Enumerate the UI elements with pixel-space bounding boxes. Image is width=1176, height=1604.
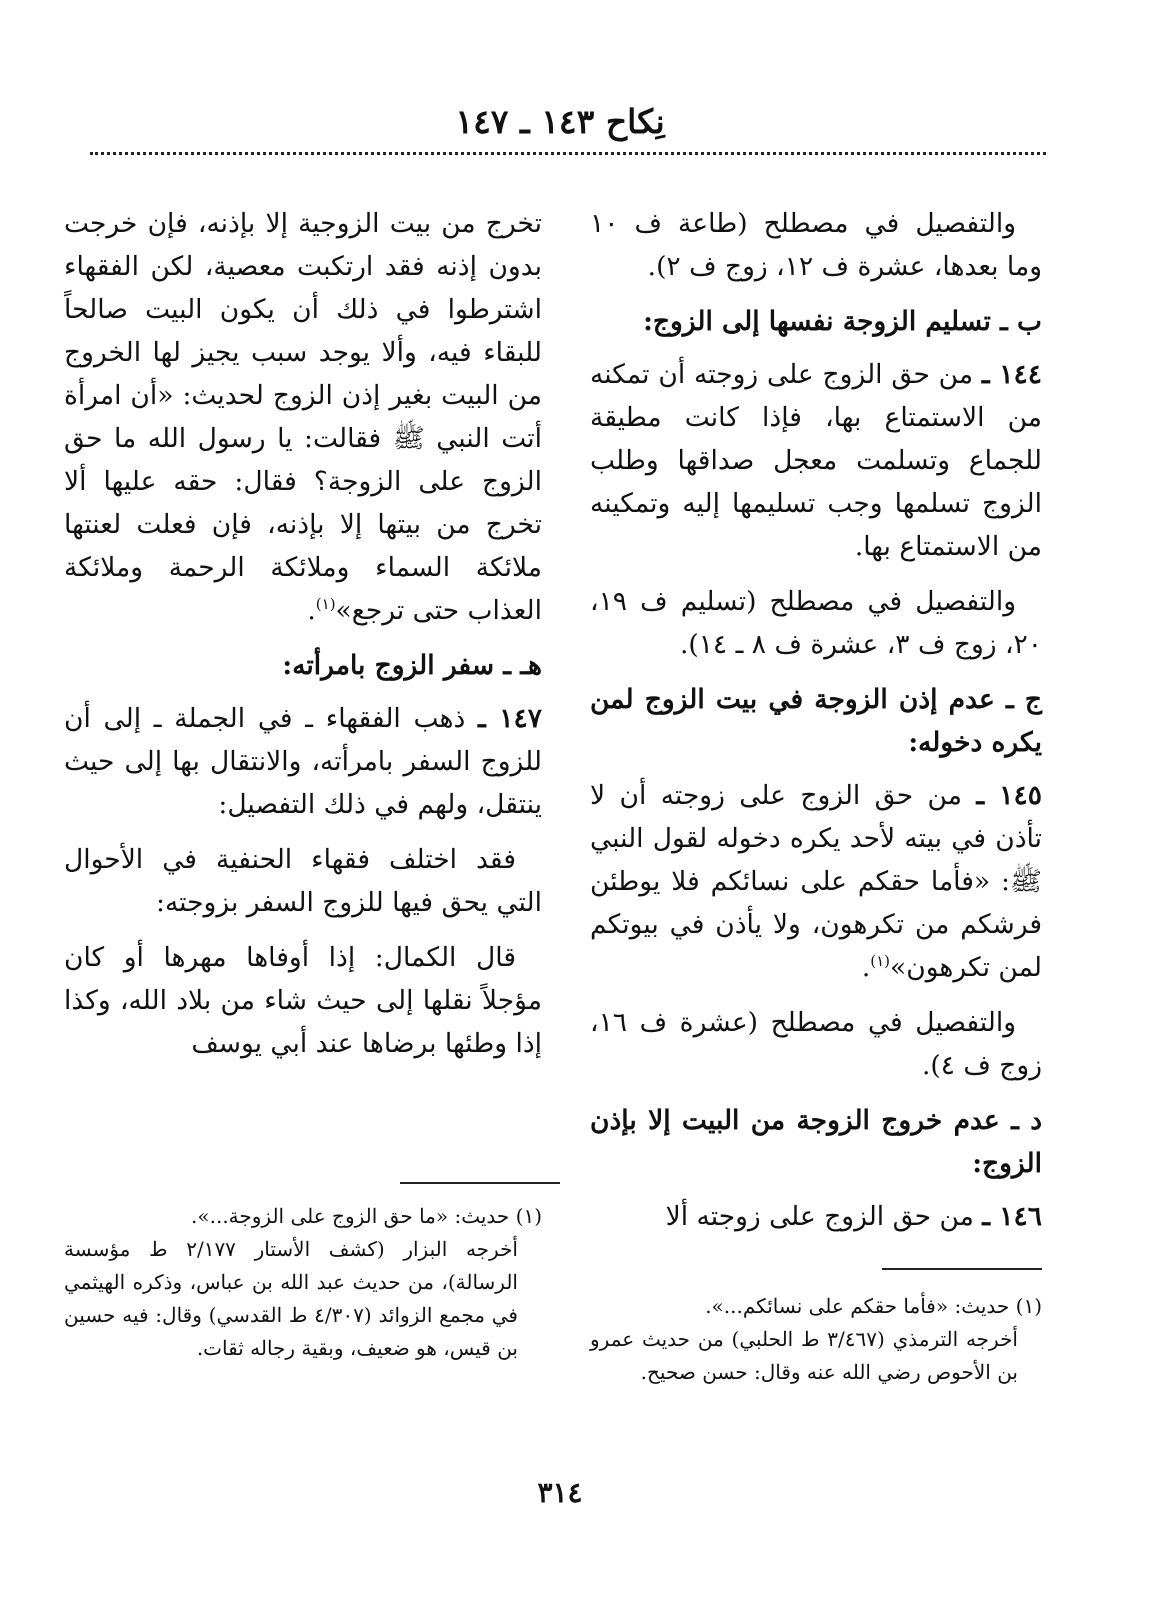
section-heading-b: ب ـ تسليم الزوجة نفسها إلى الزوج:	[643, 306, 1042, 337]
paragraph-text: من حق الزوج على زوجته أن تمكنه من الاستمتاع بها، فإذا كانت مطيقة للجماع وتسلمت معجل صداقها وطلب الزوج تسلمها وجب تسليمها إليه وتمكينه من الاستمتاع بها.	[590, 359, 1042, 562]
paragraph: قال الكمال: إذا أوفاها مهرها أو كان مؤجلاً نقلها إلى حيث شاء من بلاد الله، وكذا إذا وطئها برضاها عند أبي يوسف	[64, 942, 542, 1059]
running-header-title: نِكاح ١٤٣ ـ ١٤٧	[455, 102, 665, 141]
footnote-line: (١) حديث: «ما حق الزوج على الزوجة...».	[191, 1204, 542, 1228]
footnote-rule	[882, 1268, 1042, 1270]
page-number: ٣١٤	[537, 1476, 583, 1509]
paragraph-end: .	[861, 952, 871, 983]
header-dotted-rule	[90, 152, 1046, 155]
paragraph-146	[590, 1195, 1042, 1238]
footnotes-right	[590, 1290, 1042, 1389]
paragraph-text: ذهب الفقهاء ـ في الجملة ـ إلى أن للزوج السفر بامرأته، والانتقال بها إلى حيث ينتقل، ولهم في ذلك التفصيل:	[64, 703, 542, 820]
paragraph-text: تخرج من بيت الزوجية إلا بإذنه، فإن خرجت بدون إذنه فقد ارتكبت معصية، لكن الفقهاء اشترطوا في ذلك أن يكون البيت صالحاً للبقاء فيه، وألا يوجد سبب يجيز لها الخروج من البيت بغير إذن الزوج لحديث: «أن امرأة أتت النبي ﷺ فقالت: يا رسول الله ما حق الزوج على الزوجة؟ فقال: حقه عليها ألا تخرج من بيتها إلا بإذنه، فإن فعلت لعنتها ملائكة السماء وملائكة الرحمة وملائكة العذاب حتى ترجع»	[64, 208, 542, 626]
footnote-line: أخرجه الترمذي (٣/٤٦٧ ط الحلبي) من حديث عمرو بن الأحوص رضي الله عنه وقال: حسن صحيح.	[590, 1327, 1018, 1384]
paragraph-144	[590, 353, 1042, 568]
paragraph-end: .	[307, 595, 316, 626]
left-column	[64, 202, 542, 1077]
section-heading-h: هـ ـ سفر الزوج بامرأته:	[282, 650, 542, 681]
footnote-reference: (١)	[870, 952, 891, 971]
right-column	[590, 202, 1042, 1250]
paragraph-147	[64, 697, 542, 826]
section-heading-j: ج ـ عدم إذن الزوجة في بيت الزوج لمن يكره دخوله:	[590, 684, 1042, 758]
footnote-line: (١) حديث: «فأما حقكم على نسائكم...».	[705, 1294, 1042, 1318]
paragraph-text: من حق الزوج على زوجته أن لا تأذن في بيته لأحد يكره دخوله لقول النبي ﷺ: «فأما حقكم على نسائكم فلا يوطئن فرشكم من تكرهون، ولا يأذن في بيوتكم لمن تكرهون»	[590, 780, 1042, 983]
footnotes-left	[64, 1200, 542, 1365]
paragraph-continued	[64, 202, 542, 632]
section-heading-d: د ـ عدم خروج الزوجة من البيت إلا بإذن الزوج:	[590, 1105, 1042, 1179]
paragraph: والتفصيل في مصطلح (طاعة ف ١٠ وما بعدها، عشرة ف ١٢، زوج ف ٢).	[590, 208, 1042, 282]
paragraph-text: من حق الزوج على زوجته ألا	[665, 1201, 974, 1232]
paragraph-number: ١٤٦ ـ	[982, 1201, 1042, 1232]
paragraph-number: ١٤٧ ـ	[478, 703, 542, 734]
paragraph-145	[590, 774, 1042, 989]
paragraph-number: ١٤٥ ـ	[976, 780, 1042, 811]
paragraph-number: ١٤٤ ـ	[981, 359, 1042, 390]
footnote-line: أخرجه البزار (كشف الأستار ٢/١٧٧ ط مؤسسة الرسالة)، من حديث عبد الله بن عباس، وذكره الهيثمي في مجمع الزوائد (٤/٣٠٧ ط القدسي) وقال: فيه حسين بن قيس، هو ضعيف، وبقية رجاله ثقات.	[64, 1237, 518, 1360]
footnote-rule	[400, 1182, 560, 1184]
footnote-reference: (١)	[315, 595, 336, 614]
paragraph: فقد اختلف فقهاء الحنفية في الأحوال التي يحق فيها للزوج السفر بزوجته:	[64, 844, 542, 918]
paragraph: والتفصيل في مصطلح (عشرة ف ١٦، زوج ف ٤).	[590, 1007, 1042, 1081]
paragraph: والتفصيل في مصطلح (تسليم ف ١٩، ٢٠، زوج ف ٣، عشرة ف ٨ ـ ١٤).	[590, 586, 1042, 660]
